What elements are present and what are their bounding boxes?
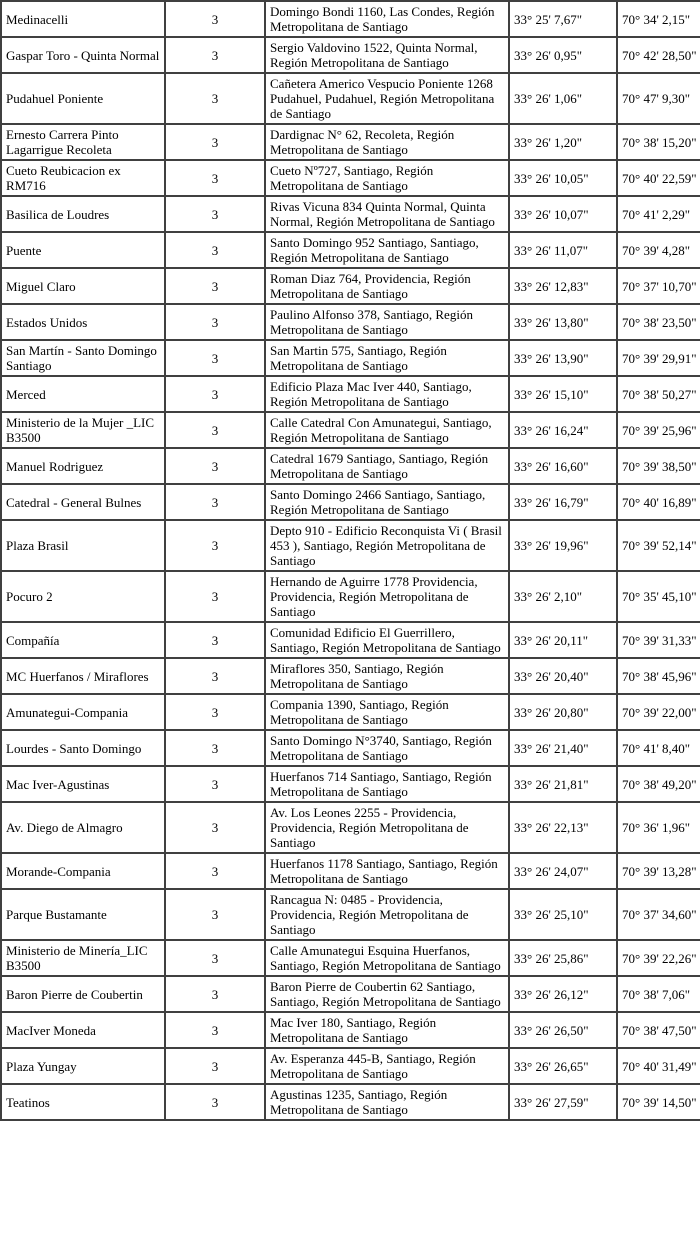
table-row <box>1 1012 700 1048</box>
cell-count: 3 <box>165 1 265 37</box>
cell-address: Rancagua N: 0485 - Providencia, Providencia, Región Metropolitana de Santiago <box>265 889 509 940</box>
cell-name: Medinacelli <box>1 1 165 37</box>
cell-name: Catedral - General Bulnes <box>1 484 165 520</box>
cell-longitude: 70° 41' 8,40" <box>617 730 700 766</box>
cell-count: 3 <box>165 37 265 73</box>
table-row <box>1 1048 700 1084</box>
cell-address: Catedral 1679 Santiago, Santiago, Región Metropolitana de Santiago <box>265 448 509 484</box>
cell-count: 3 <box>165 730 265 766</box>
cell-latitude: 33° 26' 16,24" <box>509 412 617 448</box>
cell-longitude: 70° 35' 45,10" <box>617 571 700 622</box>
cell-count: 3 <box>165 340 265 376</box>
cell-address: Hernando de Aguirre 1778 Providencia, Providencia, Región Metropolitana de Santiago <box>265 571 509 622</box>
cell-longitude: 70° 40' 22,59" <box>617 160 700 196</box>
cell-name: Pocuro 2 <box>1 571 165 622</box>
cell-count: 3 <box>165 622 265 658</box>
cell-longitude: 70° 39' 22,26" <box>617 940 700 976</box>
cell-latitude: 33° 26' 20,80" <box>509 694 617 730</box>
cell-latitude: 33° 26' 19,96" <box>509 520 617 571</box>
cell-name: Merced <box>1 376 165 412</box>
cell-count: 3 <box>165 196 265 232</box>
table-row <box>1 124 700 160</box>
cell-count: 3 <box>165 412 265 448</box>
cell-count: 3 <box>165 124 265 160</box>
table-row <box>1 304 700 340</box>
cell-latitude: 33° 26' 11,07" <box>509 232 617 268</box>
cell-longitude: 70° 38' 47,50" <box>617 1012 700 1048</box>
table-row <box>1 976 700 1012</box>
cell-address: Cueto Nº727, Santiago, Región Metropolitana de Santiago <box>265 160 509 196</box>
table-row <box>1 730 700 766</box>
cell-longitude: 70° 34' 2,15" <box>617 1 700 37</box>
cell-longitude: 70° 38' 50,27" <box>617 376 700 412</box>
cell-address: San Martin 575, Santiago, Región Metropolitana de Santiago <box>265 340 509 376</box>
cell-address: Santo Domingo 952 Santiago, Santiago, Región Metropolitana de Santiago <box>265 232 509 268</box>
cell-address: Sergio Valdovino 1522, Quinta Normal, Región Metropolitana de Santiago <box>265 37 509 73</box>
cell-latitude: 33° 26' 12,83" <box>509 268 617 304</box>
cell-latitude: 33° 26' 0,95" <box>509 37 617 73</box>
cell-count: 3 <box>165 1084 265 1120</box>
table-row <box>1 73 700 124</box>
cell-longitude: 70° 40' 16,89" <box>617 484 700 520</box>
cell-count: 3 <box>165 520 265 571</box>
cell-address: Santo Domingo 2466 Santiago, Santiago, Región Metropolitana de Santiago <box>265 484 509 520</box>
cell-latitude: 33° 26' 22,13" <box>509 802 617 853</box>
cell-longitude: 70° 39' 14,50" <box>617 1084 700 1120</box>
cell-latitude: 33° 26' 16,60" <box>509 448 617 484</box>
cell-name: Morande-Compania <box>1 853 165 889</box>
cell-address: Av. Los Leones 2255 - Providencia, Providencia, Región Metropolitana de Santiago <box>265 802 509 853</box>
cell-address: Mac Iver 180, Santiago, Región Metropolitana de Santiago <box>265 1012 509 1048</box>
cell-latitude: 33° 26' 27,59" <box>509 1084 617 1120</box>
table-row <box>1 889 700 940</box>
cell-longitude: 70° 39' 31,33" <box>617 622 700 658</box>
table-row <box>1 658 700 694</box>
cell-longitude: 70° 38' 45,96" <box>617 658 700 694</box>
cell-count: 3 <box>165 448 265 484</box>
cell-address: Agustinas 1235, Santiago, Región Metropolitana de Santiago <box>265 1084 509 1120</box>
table-row <box>1 520 700 571</box>
cell-count: 3 <box>165 160 265 196</box>
cell-name: MC Huerfanos / Miraflores <box>1 658 165 694</box>
cell-address: Av. Esperanza 445-B, Santiago, Región Metropolitana de Santiago <box>265 1048 509 1084</box>
table-row <box>1 484 700 520</box>
cell-name: Basilica de Loudres <box>1 196 165 232</box>
cell-name: MacIver Moneda <box>1 1012 165 1048</box>
cell-name: Miguel Claro <box>1 268 165 304</box>
cell-name: Manuel Rodriguez <box>1 448 165 484</box>
cell-longitude: 70° 42' 28,50" <box>617 37 700 73</box>
cell-count: 3 <box>165 889 265 940</box>
cell-latitude: 33° 26' 10,07" <box>509 196 617 232</box>
cell-address: Domingo Bondi 1160, Las Condes, Región Metropolitana de Santiago <box>265 1 509 37</box>
table-row <box>1 160 700 196</box>
cell-name: Ministerio de la Mujer _LIC B3500 <box>1 412 165 448</box>
table-row <box>1 412 700 448</box>
table-row <box>1 340 700 376</box>
cell-name: Estados Unidos <box>1 304 165 340</box>
cell-count: 3 <box>165 571 265 622</box>
cell-latitude: 33° 26' 13,90" <box>509 340 617 376</box>
cell-latitude: 33° 26' 24,07" <box>509 853 617 889</box>
cell-latitude: 33° 26' 13,80" <box>509 304 617 340</box>
cell-latitude: 33° 26' 20,11" <box>509 622 617 658</box>
cell-name: Compañía <box>1 622 165 658</box>
cell-latitude: 33° 26' 1,06" <box>509 73 617 124</box>
cell-count: 3 <box>165 802 265 853</box>
table-row <box>1 802 700 853</box>
cell-address: Compania 1390, Santiago, Región Metropolitana de Santiago <box>265 694 509 730</box>
cell-address: Dardignac N° 62, Recoleta, Región Metropolitana de Santiago <box>265 124 509 160</box>
cell-count: 3 <box>165 484 265 520</box>
cell-name: Lourdes - Santo Domingo <box>1 730 165 766</box>
table-row <box>1 622 700 658</box>
cell-address: Cañetera Americo Vespucio Poniente 1268 Pudahuel, Pudahuel, Región Metropolitana de Santiago <box>265 73 509 124</box>
cell-latitude: 33° 26' 2,10" <box>509 571 617 622</box>
cell-count: 3 <box>165 694 265 730</box>
table-row <box>1 694 700 730</box>
table-row <box>1 448 700 484</box>
cell-name: Av. Diego de Almagro <box>1 802 165 853</box>
cell-longitude: 70° 39' 4,28" <box>617 232 700 268</box>
cell-latitude: 33° 26' 21,81" <box>509 766 617 802</box>
cell-address: Roman Diaz 764, Providencia, Región Metropolitana de Santiago <box>265 268 509 304</box>
cell-name: Parque Bustamante <box>1 889 165 940</box>
cell-longitude: 70° 38' 15,20" <box>617 124 700 160</box>
cell-address: Paulino Alfonso 378, Santiago, Región Metropolitana de Santiago <box>265 304 509 340</box>
cell-name: Plaza Yungay <box>1 1048 165 1084</box>
cell-name: Ernesto Carrera Pinto Lagarrigue Recoleta <box>1 124 165 160</box>
cell-name: Cueto Reubicacion ex RM716 <box>1 160 165 196</box>
cell-latitude: 33° 26' 26,50" <box>509 1012 617 1048</box>
cell-name: Baron Pierre de Coubertin <box>1 976 165 1012</box>
cell-latitude: 33° 26' 20,40" <box>509 658 617 694</box>
cell-name: Ministerio de Minería_LIC B3500 <box>1 940 165 976</box>
cell-longitude: 70° 36' 1,96" <box>617 802 700 853</box>
cell-longitude: 70° 39' 29,91" <box>617 340 700 376</box>
table-row <box>1 1 700 37</box>
cell-count: 3 <box>165 73 265 124</box>
cell-longitude: 70° 37' 10,70" <box>617 268 700 304</box>
cell-address: Depto 910 - Edificio Reconquista Vi ( Brasil 453 ), Santiago, Región Metropolitana de Santiago <box>265 520 509 571</box>
cell-count: 3 <box>165 304 265 340</box>
table-row <box>1 766 700 802</box>
cell-count: 3 <box>165 940 265 976</box>
cell-count: 3 <box>165 376 265 412</box>
cell-longitude: 70° 39' 25,96" <box>617 412 700 448</box>
cell-latitude: 33° 26' 1,20" <box>509 124 617 160</box>
cell-address: Baron Pierre de Coubertin 62 Santiago, Santiago, Región Metropolitana de Santiago <box>265 976 509 1012</box>
cell-count: 3 <box>165 766 265 802</box>
cell-count: 3 <box>165 658 265 694</box>
table-row <box>1 853 700 889</box>
cell-name: Puente <box>1 232 165 268</box>
table-row <box>1 37 700 73</box>
cell-latitude: 33° 26' 15,10" <box>509 376 617 412</box>
cell-address: Huerfanos 1178 Santiago, Santiago, Región Metropolitana de Santiago <box>265 853 509 889</box>
cell-longitude: 70° 40' 31,49" <box>617 1048 700 1084</box>
table-row <box>1 571 700 622</box>
cell-latitude: 33° 26' 25,86" <box>509 940 617 976</box>
cell-name: Gaspar Toro - Quinta Normal <box>1 37 165 73</box>
table-row <box>1 196 700 232</box>
cell-latitude: 33° 26' 26,12" <box>509 976 617 1012</box>
cell-count: 3 <box>165 853 265 889</box>
cell-latitude: 33° 26' 26,65" <box>509 1048 617 1084</box>
cell-address: Santo Domingo N°3740, Santiago, Región Metropolitana de Santiago <box>265 730 509 766</box>
cell-latitude: 33° 26' 25,10" <box>509 889 617 940</box>
cell-count: 3 <box>165 1048 265 1084</box>
cell-count: 3 <box>165 232 265 268</box>
table-row <box>1 940 700 976</box>
cell-address: Comunidad Edificio El Guerrillero, Santiago, Región Metropolitana de Santiago <box>265 622 509 658</box>
cell-address: Miraflores 350, Santiago, Región Metropolitana de Santiago <box>265 658 509 694</box>
cell-count: 3 <box>165 268 265 304</box>
cell-longitude: 70° 37' 34,60" <box>617 889 700 940</box>
table-row <box>1 1084 700 1120</box>
cell-longitude: 70° 38' 49,20" <box>617 766 700 802</box>
cell-name: Pudahuel Poniente <box>1 73 165 124</box>
cell-longitude: 70° 39' 52,14" <box>617 520 700 571</box>
cell-address: Edificio Plaza Mac Iver 440, Santiago, Región Metropolitana de Santiago <box>265 376 509 412</box>
cell-longitude: 70° 47' 9,30" <box>617 73 700 124</box>
cell-longitude: 70° 41' 2,29" <box>617 196 700 232</box>
cell-longitude: 70° 39' 13,28" <box>617 853 700 889</box>
table-row <box>1 232 700 268</box>
cell-count: 3 <box>165 1012 265 1048</box>
cell-longitude: 70° 39' 22,00" <box>617 694 700 730</box>
cell-name: San Martín - Santo Domingo Santiago <box>1 340 165 376</box>
stations-table-body <box>1 1 700 1120</box>
cell-latitude: 33° 26' 16,79" <box>509 484 617 520</box>
cell-latitude: 33° 26' 10,05" <box>509 160 617 196</box>
cell-address: Calle Amunategui Esquina Huerfanos, Santiago, Región Metropolitana de Santiago <box>265 940 509 976</box>
table-row <box>1 268 700 304</box>
cell-longitude: 70° 39' 38,50" <box>617 448 700 484</box>
cell-count: 3 <box>165 976 265 1012</box>
cell-latitude: 33° 25' 7,67" <box>509 1 617 37</box>
cell-address: Rivas Vicuna 834 Quinta Normal, Quinta Normal, Región Metropolitana de Santiago <box>265 196 509 232</box>
cell-longitude: 70° 38' 7,06" <box>617 976 700 1012</box>
cell-address: Calle Catedral Con Amunategui, Santiago, Región Metropolitana de Santiago <box>265 412 509 448</box>
cell-name: Teatinos <box>1 1084 165 1120</box>
cell-latitude: 33° 26' 21,40" <box>509 730 617 766</box>
cell-longitude: 70° 38' 23,50" <box>617 304 700 340</box>
cell-name: Plaza Brasil <box>1 520 165 571</box>
table-row <box>1 376 700 412</box>
cell-address: Huerfanos 714 Santiago, Santiago, Región Metropolitana de Santiago <box>265 766 509 802</box>
cell-name: Amunategui-Compania <box>1 694 165 730</box>
cell-name: Mac Iver-Agustinas <box>1 766 165 802</box>
